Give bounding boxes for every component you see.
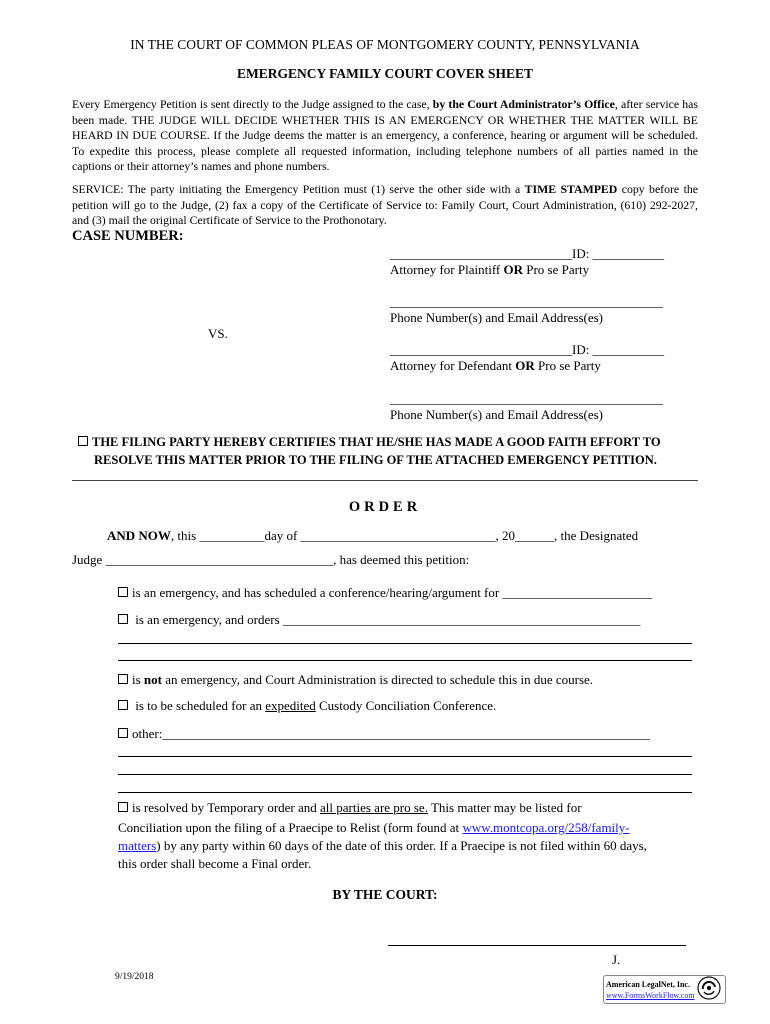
service-paragraph: SERVICE: The party initiating the Emergency Petition must (1) serve the other side with a TIME STAMPED copy before the petition will go to the Judge, (2) fax a copy of the Certificate of Service to: Family Court, Court Administration, (610) 292-2027, and (3) mail the original Certificate of Service to the Prothonotary. [72,182,698,228]
case-number-label: CASE NUMBER: [72,228,184,244]
other-checkbox[interactable] [118,728,128,738]
court-heading: IN THE COURT OF COMMON PLEAS OF MONTGOMERY COUNTY, PENNSYLVANIA [130,37,640,52]
defendant-phone-label: Phone Number(s) and Email Address(es) [390,407,604,422]
defendant-attorney-label: Attorney for Defendant OR Pro se Party [390,358,601,373]
plaintiff-attorney-label: Attorney for Plaintiff OR Pro se Party [390,262,590,277]
certification-checkbox[interactable] [78,436,88,446]
section-divider [72,480,698,481]
certification-statement: THE FILING PARTY HEREBY CERTIFIES THAT HE/SHE HAS MADE A GOOD FAITH EFFORT TO RESOLVE THIS MATTER PRIOR TO THE FILING OF THE ATTACHED EMERGENCY PETITION. [78,433,698,469]
orders-line-2[interactable] [118,660,692,661]
plaintiff-phone-label: Phone Number(s) and Email Address(es) [390,310,604,325]
conciliation-line: Conciliation upon the filing of a Praecipe to Relist (form found at www.montcopa.org/258/family- [118,820,630,835]
not-emergency-checkbox[interactable] [118,674,128,684]
option-not-emergency: is not an emergency, and Court Administration is directed to schedule this in due course. [118,672,593,688]
montcopa-link-cont[interactable]: matters [118,838,157,853]
emergency-scheduled-checkbox[interactable] [118,587,128,597]
versus-label: VS. [208,326,228,341]
time-stamped: TIME STAMPED [524,182,618,196]
option-temporary-order: is resolved by Temporary order and all parties are pro se. This matter may be listed for [118,800,582,816]
orders-line-1[interactable] [118,643,692,644]
intro-bold: by the Court Administrator’s Office [432,97,615,111]
brand-block [606,979,695,1001]
brand-url[interactable]: www.FormsWorkFlow.com [606,991,695,1000]
defendant-contact-field[interactable]: __________________________________________ [390,391,663,406]
and-now-line: AND NOW, this __________day of ______________________________, 20______, the Designated [107,528,639,543]
option-other: other:___________________________________________________________________________ [118,726,650,742]
brand-name: American LegalNet, Inc. [606,980,690,989]
form-title: EMERGENCY FAMILY COURT COVER SHEET [236,66,534,81]
judge-initial: J. [612,952,621,967]
plaintiff-attorney-field[interactable]: ____________________________ID: ___________ [390,246,665,261]
temporary-order-checkbox[interactable] [118,802,128,812]
montcopa-link[interactable]: www.montcopa.org/258/family- [462,820,630,835]
form-date: 9/19/2018 [115,972,154,982]
option-expedited: is to be scheduled for an expedited Custody Conciliation Conference. [118,698,496,714]
judge-line: Judge ___________________________________, has deemed this petition: [72,552,470,567]
final-order-line: this order shall become a Final order. [118,856,312,871]
other-line-3[interactable] [118,792,692,793]
defendant-attorney-field[interactable]: ____________________________ID: ___________ [390,342,665,357]
option-emergency-scheduled: is an emergency, and has scheduled a conference/hearing/argument for _______________________ [118,585,652,601]
order-heading: ORDER [348,499,422,515]
other-line-2[interactable] [118,774,692,775]
brand-logo-icon [697,976,721,1000]
judge-signature-line[interactable] [388,945,686,946]
emergency-orders-checkbox[interactable] [118,614,128,624]
expedited-checkbox[interactable] [118,700,128,710]
by-the-court: BY THE COURT: [332,887,438,902]
plaintiff-contact-field[interactable]: __________________________________________ [390,294,663,309]
praecipe-line: matters) by any party within 60 days of the date of this order. If a Praecipe is not filed within 60 days, [118,838,647,853]
option-emergency-orders: is an emergency, and orders _______________________________________________________ [118,612,640,628]
other-line-1[interactable] [118,756,692,757]
intro-paragraph: Every Emergency Petition is sent directly to the Judge assigned to the case, by the Court Administrator’s Office, after service has been made. THE JUDGE WILL DECIDE WHETHER THIS IS AN EMERGENCY OR WHETHER THE MATTER WILL BE HEARD IN DUE COURSE. If the Judge deems the matter is an emergency, a conference, hearing or argument will be scheduled. To expedite this process, please complete all requested information, including telephone numbers of all parties named in the captions or their attorney’s names and phone numbers. [72,97,699,174]
